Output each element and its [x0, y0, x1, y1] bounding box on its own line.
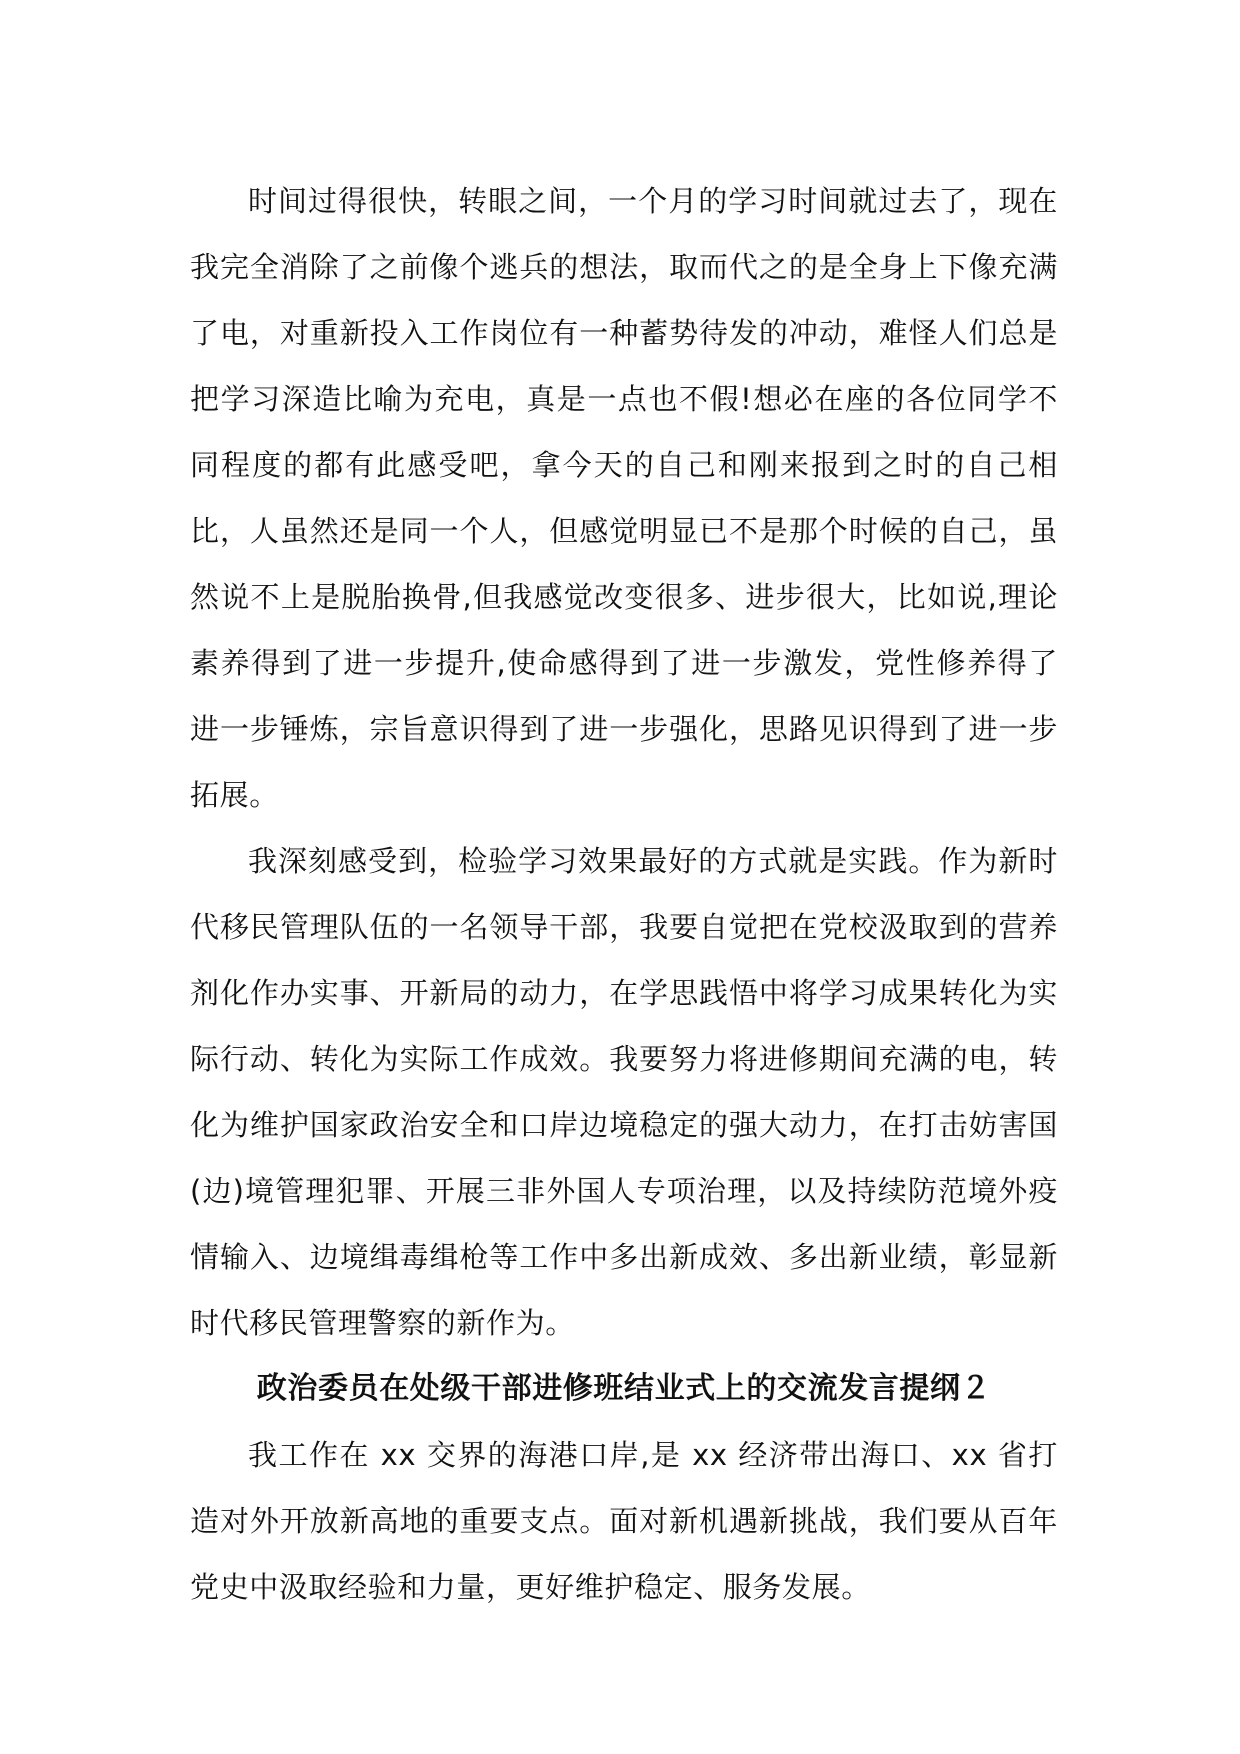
document-body [190, 168, 1058, 1620]
section-heading: 政治委员在处级干部进修班结业式上的交流发言提纲２ [256, 1371, 992, 1406]
paragraph-seaport-intro: 我工作在 xx 交界的海港口岸,是 xx 经济带出海口、xx 省打造对外开放新高地的重要支点。面对新机遇新挑战，我们要从百年党史中汲取经验和力量，更好维护稳定、服务发展。 [190, 1438, 1058, 1604]
paragraph-study-reflection: 时间过得很快，转眼之间，一个月的学习时间就过去了，现在我完全消除了之前像个逃兵的想法，取而代之的是全身上下像充满了电，对重新投入工作岗位有一种蓄势待发的冲动，难怪人们总是把学习深造比喻为充电，真是一点也不假!想必在座的各位同学不同程度的都有此感受吧，拿今天的自己和刚来报到之时的自己相比，人虽然还是同一个人，但感觉明显已不是那个时候的自己，虽然说不上是脱胎换骨,但我感觉改变很多、进步很大，比如说,理论素养得到了进一步提升,使命感得到了进一步激发，党性修养得了进一步锤炼，宗旨意识得到了进一步强化，思路见识得到了进一步拓展。 [190, 184, 1058, 812]
paragraph-practice-commitment: 我深刻感受到，检验学习效果最好的方式就是实践。作为新时代移民管理队伍的一名领导干部，我要自觉把在党校汲取到的营养剂化作办实事、开新局的动力，在学思践悟中将学习成果转化为实际行动、转化为实际工作成效。我要努力将进修期间充满的电，转化为维护国家政治安全和口岸边境稳定的强大动力，在打击妨害国(边)境管理犯罪、开展三非外国人专项治理，以及持续防范境外疫情输入、边境缉毒缉枪等工作中多出新成效、多出新业绩，彰显新时代移民管理警察的新作为。 [190, 844, 1058, 1340]
